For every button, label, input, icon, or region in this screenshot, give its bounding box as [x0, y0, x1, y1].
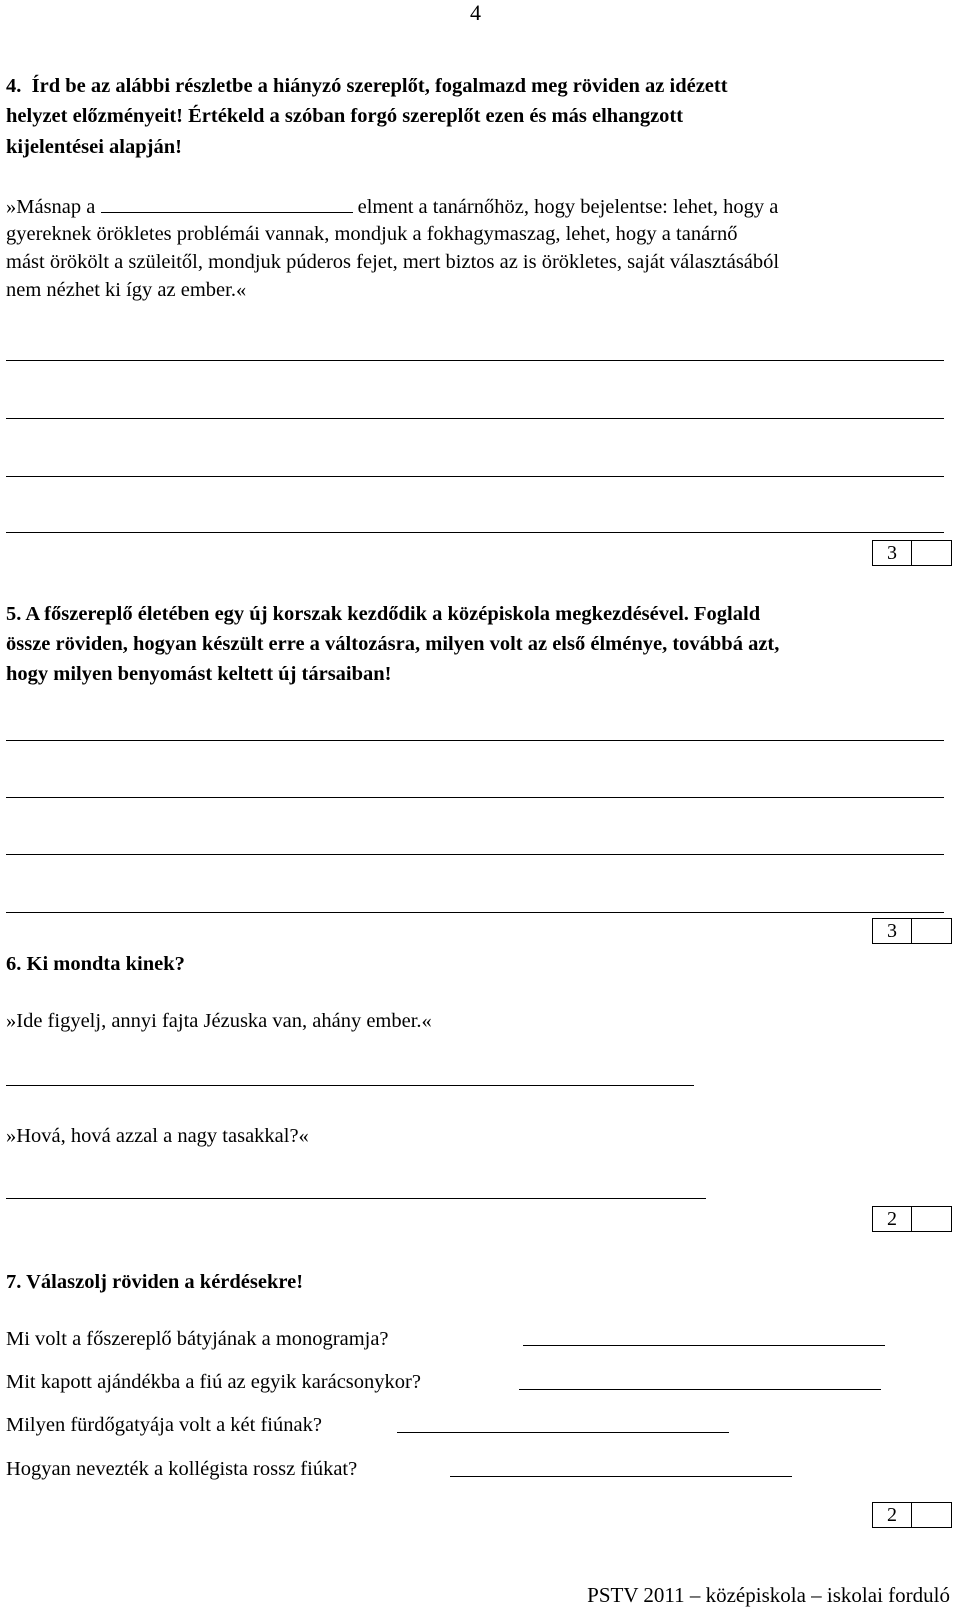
q7-earned-points-field[interactable]: [912, 1503, 951, 1527]
q4-quote-after-blank: elment a tanárnőhöz, hogy bejelentse: lehet, hogy a: [357, 196, 779, 218]
q7-answer-line-1[interactable]: [523, 1345, 885, 1346]
q4-earned-points-field[interactable]: [912, 541, 951, 565]
q5-earned-points-field[interactable]: [912, 919, 951, 943]
q5-answer-line-3[interactable]: [6, 854, 944, 855]
page-number: 4: [470, 0, 481, 25]
q7-answer-line-2[interactable]: [519, 1389, 881, 1390]
q6-answer-line-2[interactable]: [6, 1198, 706, 1199]
q4-score-box: [872, 540, 952, 566]
q5-number: 5.: [6, 603, 22, 625]
q4-quote-line4: nem nézhet ki így az ember.«: [6, 279, 247, 301]
q7-question-1: Mi volt a főszereplő bátyjának a monogramja?: [6, 1328, 389, 1350]
q4-answer-line-1[interactable]: [6, 360, 944, 361]
q7-score-box: [872, 1502, 952, 1528]
q6-quote-1: »Ide figyelj, annyi fajta Jézuska van, ahány ember.«: [6, 1010, 432, 1032]
q5-score-box: [872, 918, 952, 944]
q4-quote-line1: [6, 192, 778, 221]
q4-quote-line3: mást örökölt a szüleitől, mondjuk púderos fejet, mert biztos az is örökletes, saját választásából: [6, 251, 780, 273]
q6-max-points: 2: [873, 1207, 912, 1231]
q4-answer-line-2[interactable]: [6, 418, 944, 419]
q4-answer-line-4[interactable]: [6, 532, 944, 533]
q7-title: 7. Válaszolj röviden a kérdésekre!: [6, 1271, 304, 1293]
q5-prompt-line3: hogy milyen benyomást keltett új társaiban!: [6, 663, 392, 685]
q6-answer-line-1[interactable]: [6, 1085, 694, 1086]
q4-max-points: 3: [873, 541, 912, 565]
q7-question-4: Hogyan nevezték a kollégista rossz fiúkat?: [6, 1458, 358, 1480]
q5-prompt-line1: [6, 600, 760, 628]
q7-question-3: Milyen fürdőgatyája volt a két fiúnak?: [6, 1414, 322, 1436]
q5-answer-line-1[interactable]: [6, 740, 944, 741]
q5-prompt-text: A főszereplő életében egy új korszak kezdődik a középiskola megkezdésével. Foglald: [25, 603, 761, 625]
q4-number: 4.: [6, 75, 22, 97]
q5-answer-line-4[interactable]: [6, 912, 944, 913]
q7-answer-line-4[interactable]: [450, 1476, 792, 1477]
q5-answer-line-2[interactable]: [6, 797, 944, 798]
q4-prompt-line2: helyzet előzményeit! Értékeld a szóban forgó szereplőt ezen és más elhangzott: [6, 105, 684, 127]
q6-title: 6. Ki mondta kinek?: [6, 953, 185, 975]
q5-max-points: 3: [873, 919, 912, 943]
q7-answer-line-3[interactable]: [397, 1432, 729, 1433]
q4-prompt-line1: [6, 72, 728, 100]
q6-quote-2: »Hová, hová azzal a nagy tasakkal?«: [6, 1125, 309, 1147]
q7-question-2: Mit kapott ajándékba a fiú az egyik karácsonykor?: [6, 1371, 421, 1393]
q4-answer-line-3[interactable]: [6, 476, 944, 477]
q4-missing-character-blank[interactable]: [101, 192, 353, 213]
footer: PSTV 2011 – középiskola – iskolai forduló: [587, 1583, 950, 1607]
q5-prompt-line2: össze röviden, hogyan készült erre a változásra, milyen volt az első élménye, továbbá azt,: [6, 633, 780, 655]
q4-prompt-line3: kijelentései alapján!: [6, 136, 182, 158]
q7-max-points: 2: [873, 1503, 912, 1527]
q6-earned-points-field[interactable]: [912, 1207, 951, 1231]
q4-prompt-text: Írd be az alábbi részletbe a hiányzó szereplőt, fogalmazd meg röviden az idézett: [31, 75, 728, 97]
q4-quote-start: »Másnap a: [6, 196, 96, 218]
q6-score-box: [872, 1206, 952, 1232]
q4-quote-line2: gyereknek örökletes problémái vannak, mondjuk a fokhagymaszag, lehet, hogy a tanárnő: [6, 223, 738, 245]
